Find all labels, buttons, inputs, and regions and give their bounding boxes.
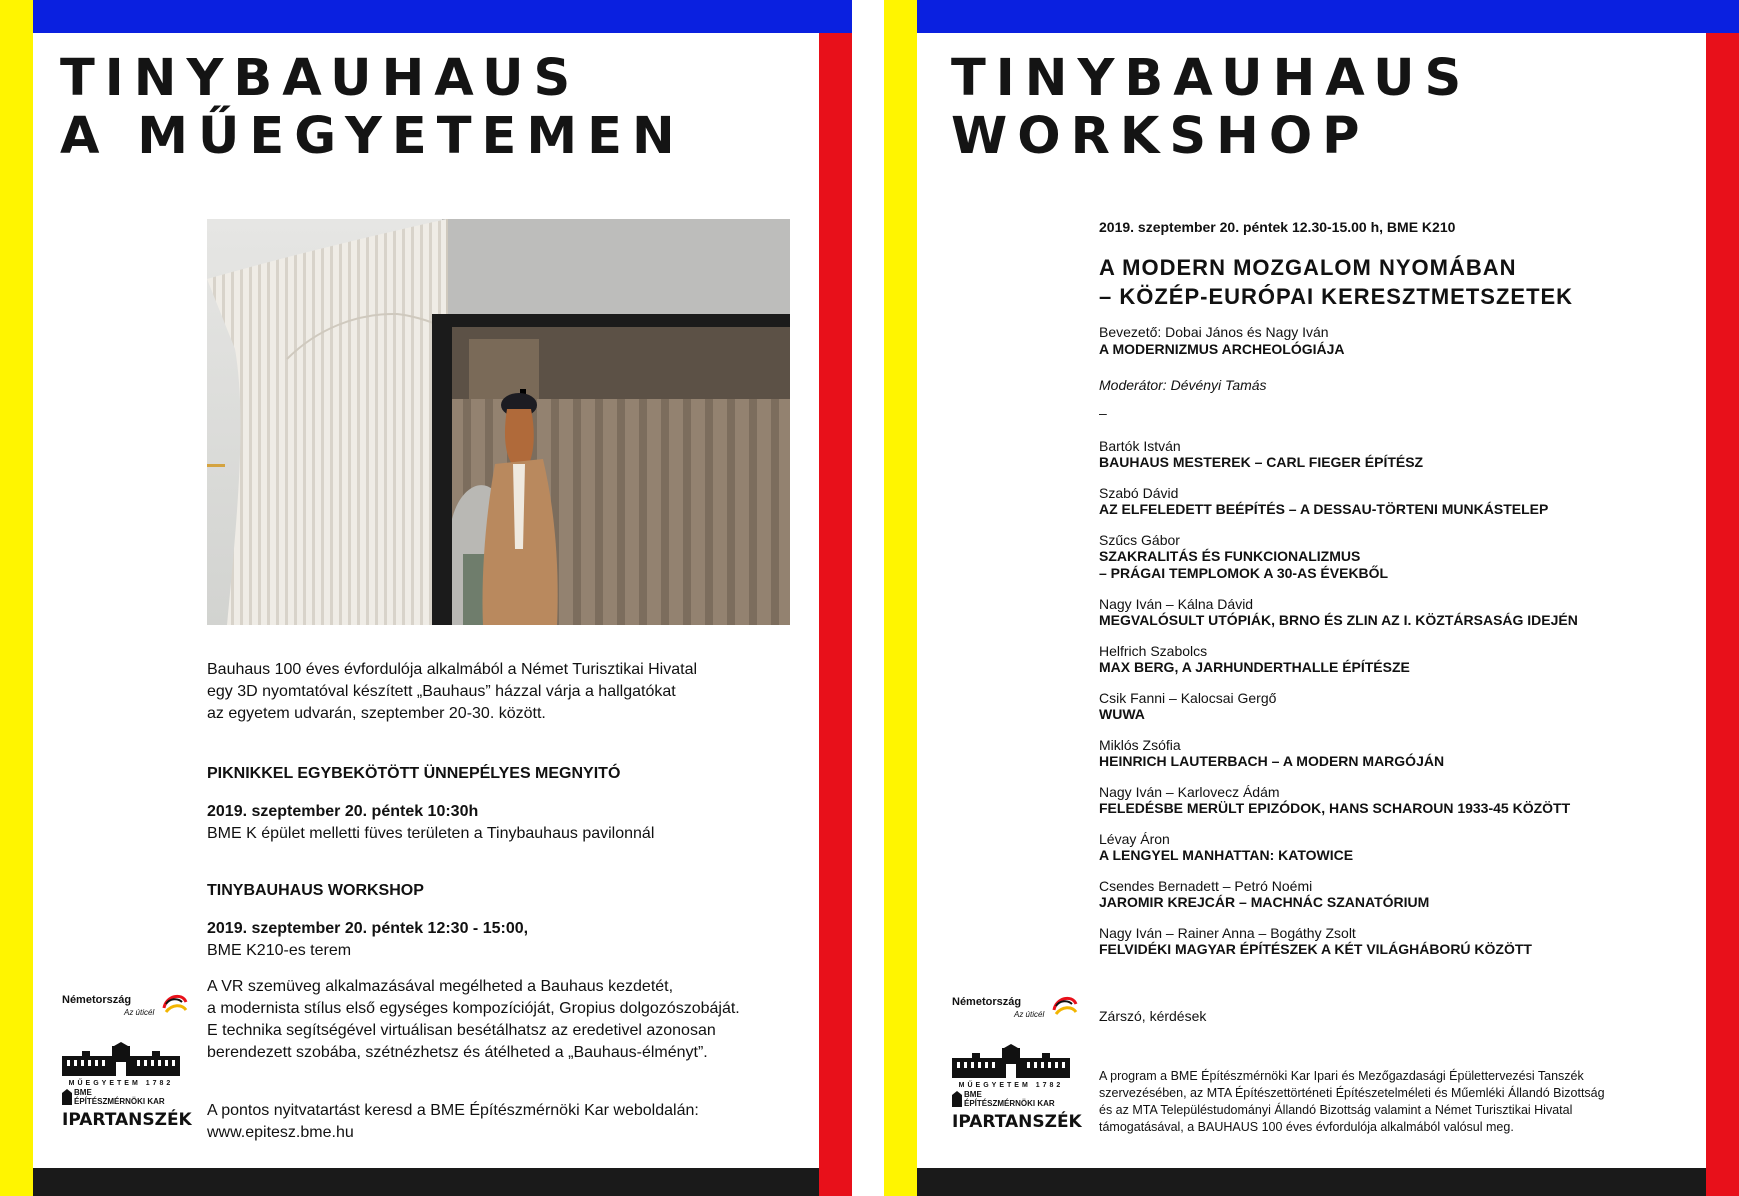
workshop-heading: TINYBAUHAUS WORKSHOP [207,882,424,899]
title-line-2: WORKSHOP [951,107,1370,166]
talk-speaker: Szabó Dávid [1099,485,1179,501]
talk-speaker: Szűcs Gábor [1099,532,1180,548]
germany-travel-logo [952,992,1082,1028]
poster-title [60,50,685,166]
footer-line: támogatásával, a BAUHAUS 100 éves évfordulója alkalmából valósul meg. [1099,1120,1514,1134]
university-year-text: MŰEGYETEM 1782 [958,1082,1064,1089]
yellow-side-bar [0,0,33,1196]
talk-title: AZ ELFELEDETT BEÉPÍTÉS – A DESSAU-TÖRTENI MUNKÁSTELEP [1099,501,1549,517]
ipartanszek-logo: IPARTANSZÉK [62,1110,192,1130]
pavilion-photo [207,219,790,625]
red-side-bar [819,33,852,1196]
program-heading-line: – KÖZÉP-EURÓPAI KERESZTMETSZETEK [1099,284,1574,309]
muegyetem-building-logo [952,1044,1070,1089]
talk-title: WUWA [1099,706,1145,722]
talk-speaker: Bartók István [1099,438,1181,454]
talk-speaker: Nagy Iván – Kálna Dávid [1099,596,1254,612]
talk-item [1099,831,1699,864]
program-heading-line: A MODERN MOZGALOM NYOMÁBAN [1099,255,1517,280]
faculty-text: ÉPÍTÉSZMÉRNÖKI KAR [964,1099,1055,1108]
talk-title: SZAKRALITÁS ÉS FUNKCIONALIZMUS [1099,548,1361,564]
title-line-1: TINYBAUHAUS [60,49,581,108]
talk-item [1099,690,1699,723]
talk-title: FELVIDÉKI MAGYAR ÉPÍTÉSZEK A KÉT VILÁGHÁBORÚ KÖZÖTT [1099,941,1532,957]
black-bottom-bar [33,1168,819,1196]
bme-faculty-logo [62,1088,165,1106]
university-year-text: MŰEGYETEM 1782 [68,1080,174,1087]
talk-item [1099,438,1699,471]
website-note: A pontos nyitvatartást keresd a BME Építészmérnöki Kar weboldalán: [207,1102,699,1119]
faculty-text: ÉPÍTÉSZMÉRNÖKI KAR [74,1097,165,1106]
opening-heading: PIKNIKKEL EGYBEKÖTÖTT ÜNNEPÉLYES MEGNYITÓ [207,765,621,782]
germany-logo-text: Németország [62,994,132,1006]
university-building-icon [952,1044,1070,1078]
talk-title: HEINRICH LAUTERBACH – A MODERN MARGÓJÁN [1099,753,1445,769]
university-building-icon [62,1042,180,1076]
program-heading [1099,253,1573,311]
bme-text: BME [74,1088,92,1097]
talk-speaker: Miklós Zsófia [1099,737,1181,753]
intro-line: Bauhaus 100 éves évfordulója alkalmából a Német Turisztikai Hivatal [207,661,698,678]
talk-title: FELEDÉSBE MERÜLT EPIZÓDOK, HANS SCHAROUN 1933-45 KÖZÖTT [1099,800,1571,816]
talk-title: MAX BERG, A JARHUNDERTHALLE ÉPÍTÉSZE [1099,659,1410,675]
intro-paragraph [207,659,697,725]
yellow-side-bar [884,0,917,1196]
intro-speakers: Bevezető: Dobai János és Nagy Iván [1099,324,1329,340]
ipartanszek-logo: IPARTANSZÉK [952,1112,1082,1132]
germany-swirl-icon [160,990,190,1020]
bme-emblem-icon [62,1089,72,1105]
intro-line: az egyetem udvarán, szeptember 20-30. között. [207,705,546,722]
intro-block [1099,324,1345,358]
bme-faculty-logo [952,1090,1055,1108]
footer-line: A program a BME Építészmérnöki Kar Ipari és Mezőgazdasági Épülettervezési Tanszék [1099,1069,1584,1083]
talk-title: A LENGYEL MANHATTAN: KATOWICE [1099,847,1354,863]
germany-logo-text: Németország [952,996,1022,1008]
divider-dash: – [1099,405,1107,421]
germany-logo-subtext: Az úticél [124,1008,155,1017]
talk-list [1099,438,1699,972]
vr-line: berendezett szobába, szétnézhetsz és átélheted a „Bauhaus-élményt”. [207,1044,708,1061]
talk-item [1099,925,1699,958]
footer-line: és az MTA Településtudományi Állandó Bizottság valamint a Német Turisztikai Hivatal [1099,1103,1573,1117]
black-bottom-bar [917,1168,1706,1196]
opening-where: BME K épület melletti füves területen a Tinybauhaus pavilonnál [207,825,655,842]
talk-item [1099,784,1699,817]
organizer-footer [1099,1068,1605,1136]
germany-travel-logo [62,990,192,1026]
sponsor-logos [62,990,192,1140]
talk-item [1099,878,1699,911]
talk-speaker: Lévay Áron [1099,831,1170,847]
talk-speaker: Nagy Iván – Rainer Anna – Bogáthy Zsolt [1099,925,1356,941]
website-paragraph [207,1100,699,1144]
workshop-where: BME K210-es terem [207,942,352,959]
workshop-when: 2019. szeptember 20. péntek 12:30 - 15:00, [207,920,529,937]
vr-line: a modernista stílus első egységes kompozícióját, Gropius dolgozószobáját. [207,1000,740,1017]
talk-item [1099,485,1699,518]
website-url: www.epitesz.bme.hu [207,1124,354,1141]
bme-text: BME [964,1090,982,1099]
poster-tinybauhaus-muegyetemen [0,0,852,1196]
talk-title: MEGVALÓSULT UTÓPIÁK, BRNO ÉS ZLIN AZ I. KÖZTÁRSASÁG IDEJÉN [1099,612,1578,628]
germany-swirl-icon [1050,992,1080,1022]
red-side-bar [1706,33,1739,1196]
talk-speaker: Nagy Iván – Karlovecz Ádám [1099,784,1280,800]
talk-speaker: Csik Fanni – Kalocsai Gergő [1099,690,1277,706]
bme-emblem-icon [952,1091,962,1107]
talk-item [1099,596,1699,629]
talk-speaker: Helfrich Szabolcs [1099,643,1208,659]
vr-paragraph [207,976,740,1064]
talk-speaker: Csendes Bernadett – Petró Noémi [1099,878,1313,894]
moderator: Moderátor: Dévényi Tamás [1099,377,1267,393]
event-datetime: 2019. szeptember 20. péntek 12.30-15.00 h, BME K210 [1099,219,1456,235]
talk-title: – PRÁGAI TEMPLOMOK A 30-AS ÉVEKBŐL [1099,565,1389,581]
sponsor-logos [952,992,1082,1142]
title-line-2: A MŰEGYETEMEN [60,107,685,166]
poster-title [951,50,1471,166]
vr-line: A VR szemüveg alkalmazásával megélheted a Bauhaus kezdetét, [207,978,674,995]
vr-line: E technika segítségével virtuálisan besétálhatsz az eredetivel azonosan [207,1022,716,1039]
talk-item [1099,643,1699,676]
talk-title: JAROMIR KREJCÁR – MACHNÁC SZANATÓRIUM [1099,894,1430,910]
talk-title: BAUHAUS MESTEREK – CARL FIEGER ÉPÍTÉSZ [1099,454,1424,470]
footer-line: szervezésében, az MTA Építészettörténeti Építészetelméleti és Műemléki Állandó Bizottság [1099,1086,1605,1100]
muegyetem-building-logo [62,1042,180,1087]
intro-title: A MODERNIZMUS ARCHEOLÓGIÁJA [1099,341,1345,357]
closing-remarks: Zárszó, kérdések [1099,1008,1207,1024]
title-line-1: TINYBAUHAUS [951,49,1472,108]
blue-top-bar [0,0,852,33]
intro-line: egy 3D nyomtatóval készített „Bauhaus” házzal várja a hallgatókat [207,683,676,700]
opening-when: 2019. szeptember 20. péntek 10:30h [207,803,479,820]
talk-item [1099,532,1699,582]
blue-top-bar [884,0,1739,33]
germany-logo-subtext: Az úticél [1014,1010,1045,1019]
poster-tinybauhaus-workshop [884,0,1739,1196]
talk-item [1099,737,1699,770]
